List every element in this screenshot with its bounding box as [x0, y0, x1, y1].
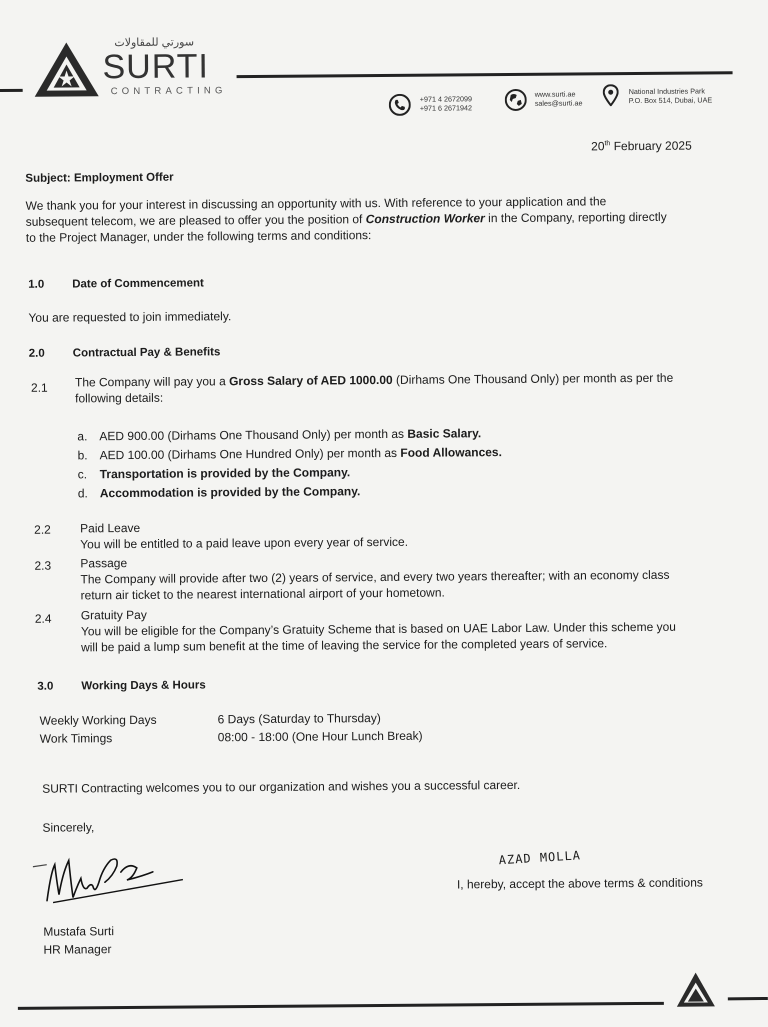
section-2-heading: 2.0 Contractual Pay & Benefits [28, 346, 221, 360]
item-2-1-number: 2.1 [30, 380, 48, 395]
phone-number-1: +971 4 2672099 [419, 94, 472, 104]
surti-logo-icon [32, 40, 100, 104]
working-hours-table [40, 709, 423, 748]
address-line-1: National Industries Park [628, 86, 706, 97]
globe-icon [505, 89, 527, 116]
signatory-title: HR Manager [43, 942, 112, 957]
company-name: SURTI [102, 47, 210, 87]
signatory-block [43, 922, 114, 959]
phone-icon [389, 94, 411, 121]
salary-breakdown-list [77, 424, 502, 503]
signatory-name: Mustafa Surti [43, 924, 115, 939]
manager-signature [33, 842, 194, 918]
footer-logo-icon [676, 971, 716, 1012]
address-line-2: P.O. Box 514, Dubai, UAE [628, 95, 713, 106]
sincerely-text: Sincerely, [42, 820, 95, 835]
list-item: b. AED 100.00 (Dirhams One Hundred Only) per month as Food Allowances. [77, 445, 502, 463]
company-subtitle: CONTRACTING [110, 85, 227, 98]
list-item: d. Accommodation is provided by the Company. [77, 484, 361, 501]
closing-text: SURTI Contracting welcomes you to our organization and wishes you a successful career. [42, 777, 521, 796]
subject-line: Subject: Employment Offer [25, 171, 174, 185]
item-2-4-number: 2.4 [34, 611, 52, 626]
section-1-text: You are requested to join immediately. [28, 309, 232, 325]
company-arabic-name: سورتي للمقاولات [114, 36, 195, 50]
intro-paragraph: We thank you for your interest in discussing an opportunity with us. With reference to your application and the subsequent telecom, we are pleased to offer you the position of Construction Worker in the Company, reporting directly to the Project Manager, under the following terms and conditions: [25, 194, 667, 245]
acceptance-text: I, hereby, accept the above terms & conditions [456, 875, 703, 892]
header-rule-left [0, 89, 23, 92]
footer-rule-right [728, 997, 768, 1000]
email-text: sales@surti.ae [534, 98, 583, 108]
table-row: Weekly Working Days 6 Days (Saturday to Thursday) [39, 711, 381, 728]
location-pin-icon [603, 84, 619, 111]
item-2-3-number: 2.3 [34, 558, 52, 573]
table-row: Work Timings 08:00 - 18:00 (One Hour Lunch Break) [39, 728, 423, 746]
section-3-heading: 3.0 Working Days & Hours [37, 679, 206, 693]
item-2-1-text: The Company will pay you a Gross Salary of AED 1000.00 (Dirhams One Thousand Only) per month as per the following details: [74, 370, 674, 406]
item-2-2-number: 2.2 [34, 522, 51, 537]
website-text: www.surti.ae [534, 89, 576, 99]
section-1-heading: 1.0 Date of Commencement [28, 277, 204, 291]
footer-rule-left [18, 1002, 664, 1010]
position-title: Construction Worker [365, 211, 485, 227]
item-2-4-text: Gratuity Pay You will be eligible for the Company’s Gratuity Scheme that is based on UAE Labor Law. Under this scheme you will be paid a lump sum benefit at the time of leaving the service for the completed years of service. [80, 607, 676, 655]
letter-date: 20th February 2025 [591, 138, 692, 154]
list-item: a. AED 900.00 (Dirhams One Thousand Only) per month as Basic Salary. [77, 426, 482, 444]
list-item: c. Transportation is provided by the Company. [77, 465, 351, 482]
phone-number-2: +971 6 2671942 [419, 103, 473, 113]
item-2-3-text: Passage The Company will provide after two (2) years of service, and every two years thereafter; with an economy class return air ticket to the nearest international airport of your hometown. [80, 556, 670, 603]
header-rule-right [237, 71, 733, 78]
item-2-2-text: Paid Leave You will be entitled to a paid leave upon every year of service. [80, 520, 409, 552]
handwritten-name: AZAD MOLLA [498, 848, 582, 868]
